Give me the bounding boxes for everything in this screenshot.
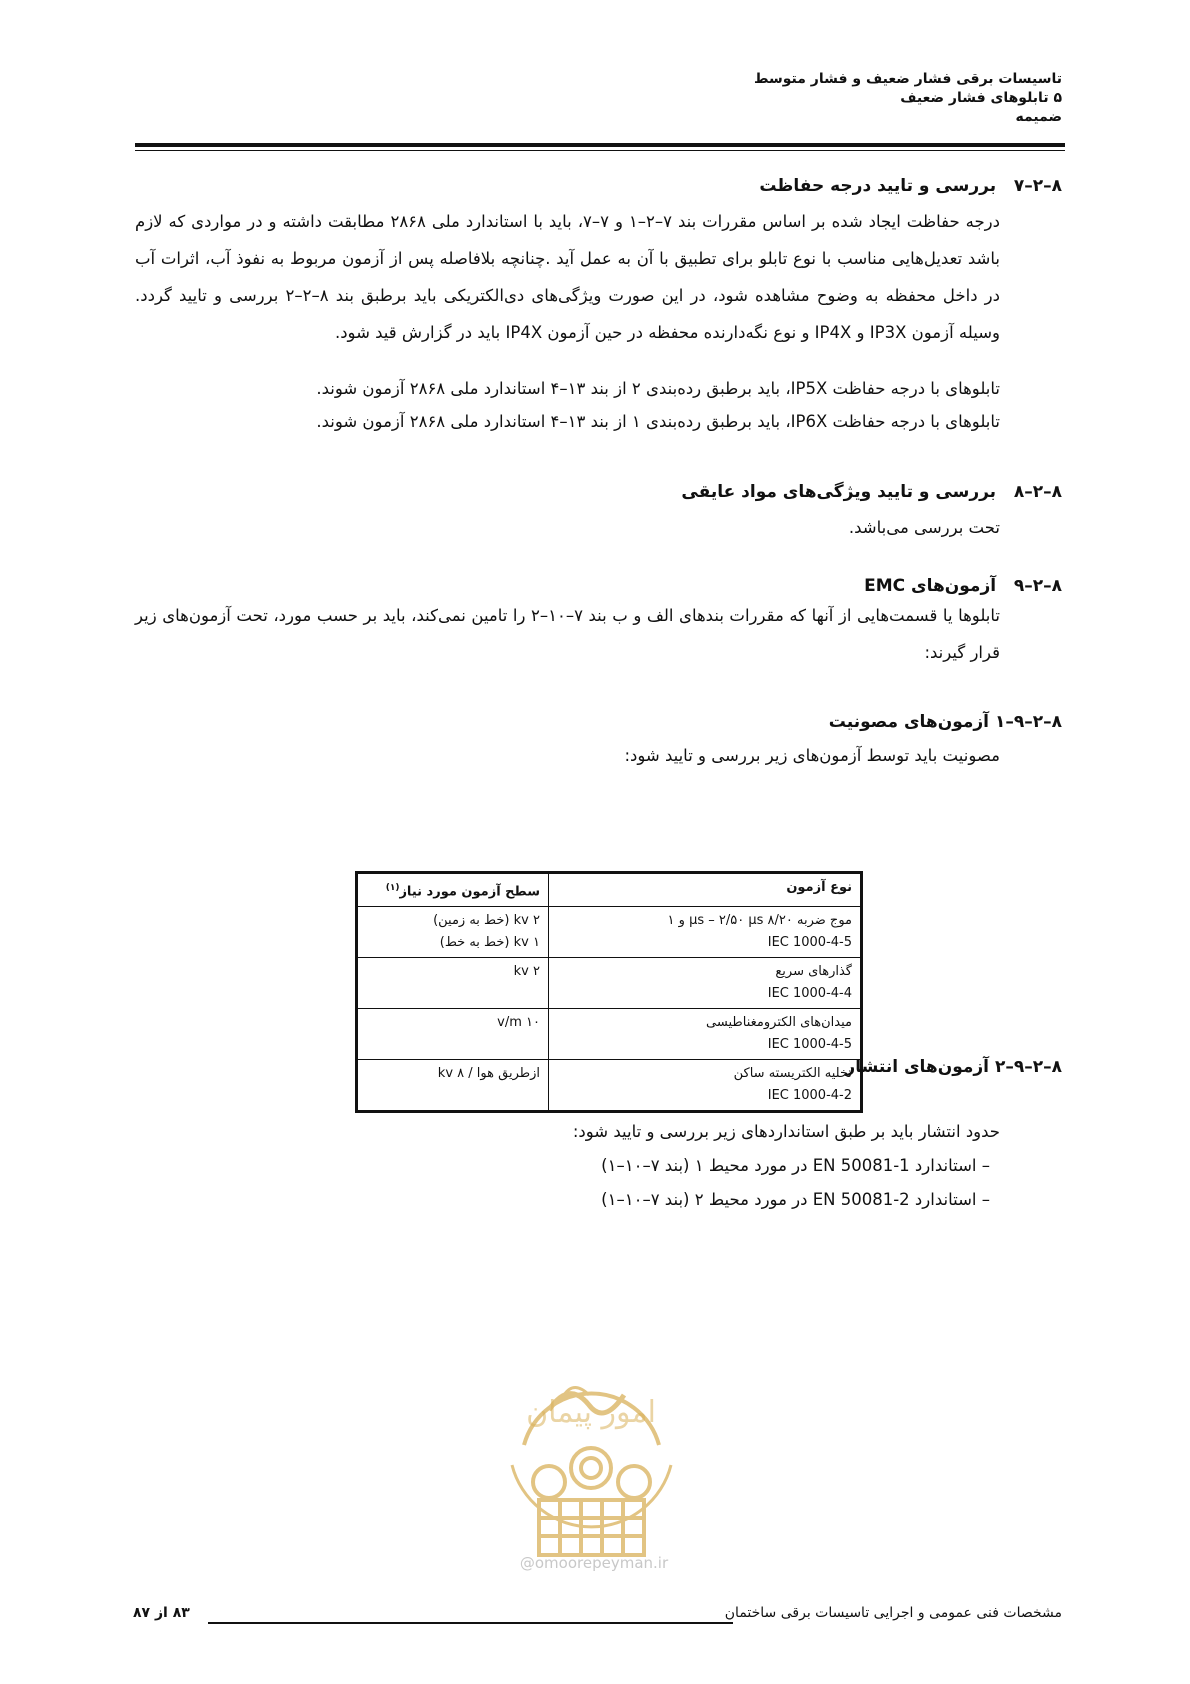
header-test-type: نوع آزمون	[549, 873, 862, 907]
footnote-marker: (۱)	[385, 883, 400, 893]
section-number: ۸–۲–۹–۱	[994, 712, 1062, 732]
section-heading-8-2-9-2	[845, 1057, 1062, 1077]
footer-title: مشخصات فنی عمومی و اجرایی تاسیسات برقی ساختمان	[724, 1605, 1062, 1621]
section-number: ۸–۲–۸	[1013, 482, 1062, 502]
section-heading-8-2-8	[681, 482, 1062, 502]
test-cell	[549, 1009, 862, 1060]
level-cell	[357, 907, 549, 958]
section-body-8-2-8: تحت بررسی می‌باشد.	[848, 518, 1000, 537]
test-standard: IEC 1000-4-2	[767, 1088, 852, 1104]
level-cell	[357, 958, 549, 1009]
level-value: ۱۰ v/m	[497, 1015, 540, 1031]
section-title: بررسی و تایید درجه حفاظت	[759, 176, 997, 196]
section-title: آزمون‌های انتشار	[845, 1057, 990, 1077]
standard-item-1: – استاندارد EN 50081-1 در مورد محیط ۱ (بند ۷–۱۰–۱)	[601, 1156, 990, 1175]
level-cell	[357, 1009, 549, 1060]
section-heading-8-2-7	[759, 176, 1062, 196]
level-value: ۲ kv	[513, 964, 540, 980]
page-header	[754, 70, 1062, 127]
section-body-8-2-9-1: مصونیت باید توسط آزمون‌های زیر بررسی و تایید شود:	[624, 746, 1000, 765]
ip6x-line: تابلوهای با درجه حفاظت IP6X، باید برطبق رده‌بندی ۱ از بند ۱۳–۴ استاندارد ملی ۲۸۶۸ آزمون شوند.	[316, 412, 1000, 431]
section-title: آزمون‌های EMC	[864, 576, 997, 596]
test-name: گذارهای سریع	[775, 964, 852, 980]
section-body-8-2-9-2: حدود انتشار باید بر طبق استانداردهای زیر بررسی و تایید شود:	[572, 1122, 1000, 1141]
table-row	[357, 958, 862, 1009]
section-title: آزمون‌های مصونیت	[828, 712, 990, 732]
level-value: ۲ kv (خط به زمین)	[433, 913, 540, 929]
section-heading-8-2-9-1	[829, 712, 1062, 732]
test-cell	[549, 958, 862, 1009]
section-title: بررسی و تایید ویژگی‌های مواد عایقی	[681, 482, 997, 502]
table-header-row	[357, 873, 862, 907]
header-test-level	[357, 873, 549, 907]
table-row	[357, 1009, 862, 1060]
header-rule-thin	[135, 150, 1065, 151]
table-row	[357, 1060, 862, 1112]
test-standard: IEC 1000-4-4	[767, 986, 852, 1002]
header-rule-thick	[135, 143, 1065, 147]
watermark-logo	[494, 1350, 689, 1580]
test-cell	[549, 907, 862, 958]
watermark-text: @omoorepeyman.ir	[519, 1554, 669, 1572]
section-paragraph-8-2-9: تابلوها یا قسمت‌هایی از آنها که مقررات بندهای الف و ب بند ۷–۱۰–۲ را تامین نمی‌کند، باید بر حسب مورد، تحت آزمون‌های زیر قرار گیرند:	[135, 606, 1000, 662]
page-number: ۸۳ از ۸۷	[133, 1605, 190, 1621]
test-standard: IEC 1000-4-5	[767, 1037, 852, 1053]
level-value: ازطریق هوا / ۸ kv	[437, 1066, 540, 1082]
footer-rule	[208, 1622, 733, 1624]
level-cell	[357, 1060, 549, 1112]
header-line-2: ۵ تابلوهای فشار ضعیف	[900, 90, 1062, 106]
standard-item-2: – استاندارد EN 50081-2 در مورد محیط ۲ (بند ۷–۱۰–۱)	[601, 1190, 990, 1209]
header-line-3: ضمیمه	[1015, 109, 1062, 125]
test-name: تخلیه الکتریسته ساکن	[733, 1066, 852, 1082]
table-row	[357, 907, 862, 958]
ip5x-line: تابلوهای با درجه حفاظت IP5X، باید برطبق رده‌بندی ۲ از بند ۱۳–۴ استاندارد ملی ۲۸۶۸ آزمون شوند.	[316, 379, 1000, 398]
test-name: موج ضربه ۸/۲۰ µs – ۲/۵۰ µs و ۱	[667, 913, 852, 929]
section-number: ۸–۲–۹	[1013, 576, 1062, 596]
test-standard: IEC 1000-4-5	[767, 935, 852, 951]
test-name: میدان‌های الکترومغناطیسی	[706, 1015, 852, 1031]
watermark-logo-text: امور پیمان	[526, 1395, 656, 1430]
test-cell	[549, 1060, 862, 1112]
level-value: ۱ kv (خط به خط)	[439, 935, 540, 951]
section-number: ۸–۲–۷	[1013, 176, 1062, 196]
header-test-level-text: سطح آزمون مورد نیاز	[399, 884, 540, 900]
immunity-tests-table	[355, 871, 863, 1113]
section-paragraph-8-2-7: درجه حفاظت ایجاد شده بر اساس مقررات بند ۷–۲–۱ و ۷–۷، باید با استاندارد ملی ۲۸۶۸ مطابقت داشته و در مواردی که لازم باشد تعدیل‌هایی مناسب با نوع تابلو برای تطبیق با آن به عمل آید .چنانچه بلافاصله پس از آزمون مربوط به نفوذ آب، اثرات آب در داخل محفظه به وضوح مشاهده شود، در این صورت ویژگی‌های دی‌الکتریکی باید برطبق بند ۸–۲–۲ بررسی و تایید گردد. وسیله آزمون IP3X و IP4X و نوع نگه‌دارنده محفظه در حین آزمون IP4X باید در گزارش قید شود.	[135, 212, 1000, 342]
header-line-1: تاسیسات برقی فشار ضعیف و فشار متوسط	[753, 71, 1062, 87]
section-heading-8-2-9	[864, 576, 1062, 596]
section-number: ۸–۲–۹–۲	[994, 1057, 1062, 1077]
